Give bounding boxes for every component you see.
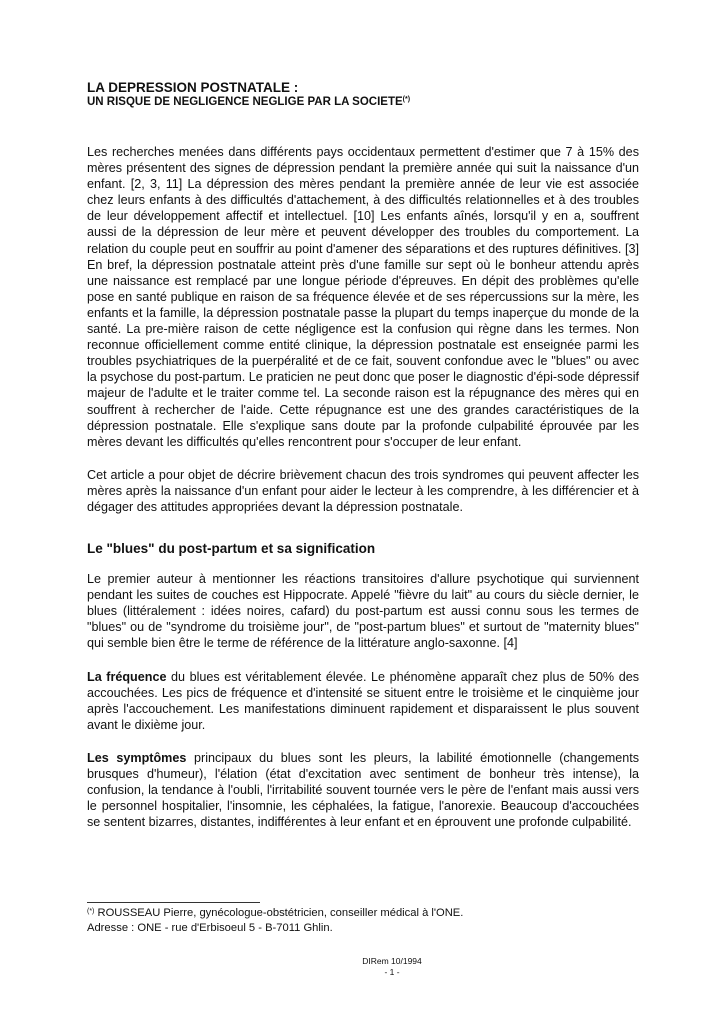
footnote [87,906,639,935]
footnote-author-text: ROUSSEAU Pierre, gynécologue-obstétricien, conseiller médical à l'ONE. [94,907,464,919]
footer-reference: DIRem 10/1994 [362,956,422,966]
footnote-divider [87,902,260,903]
page-number: - 1 - [384,967,400,977]
footnote-author [87,906,639,921]
blues-history-paragraph: Le premier auteur à mentionner les réactions transitoires d'allure psychotique qui surviennent pendant les suites de couches est Hippocrate. Appelé "fièvre du lait" au cours du siècle dernier, le blues (littéralement : idées noires, cafard) du post-partum est aussi connu sous les termes de "blues" ou de "syndrome du troisième jour", de "post-partum blues" et surtout de "maternity blues" qui semble bien être le terme de référence de la littérature anglo-saxonne. [4] [87,572,639,651]
frequency-lead: La fréquence [87,669,167,684]
document-title: LA DEPRESSION POSTNATALE : [87,80,299,95]
footnote-address: Adresse : ONE - rue d'Erbisoeul 5 - B-7011 Ghlin. [87,921,333,934]
symptoms-text: principaux du blues sont les pleurs, la labilité émotionnelle (changements brusques d'humeur), l'élation (état d'excitation avec sentiment de bonheur très intense), la confusion, la tendance à l'oubli, l'irritabilité souvent tournée vers le père de l'enfant mais aussi vers le personnel hospitalier, l'insomnie, les céphalées, la fatigue, l'anorexie. Beaucoup d'accouchées se sentent bizarres, distantes, indifférentes à leur enfant et en éprouvent une profonde culpabilité. [87,750,639,830]
frequency-text: du blues est véritablement élevée. Le phénomène apparaît chez plus de 50% des accouchées. Les pics de fréquence et d'intensité se situent entre le troisième et le cinquième jour après l'accouchement. Les manifestations diminuent rapidement et disparaissent le plus souvent avant le dixième jour. [87,669,640,732]
document-subtitle [87,95,639,109]
purpose-paragraph: Cet article a pour objet de décrire brièvement chacun des trois syndromes qui peuvent affecter les mères après la naissance d'un enfant pour aider le lecteur à les comprendre, à les différencier et à dégager des attitudes appropriées devant la dépression postnatale. [87,467,639,514]
footnote-mark: (*) [87,908,95,915]
section-heading: Le "blues" du post-partum et sa signification [87,541,376,557]
symptoms-paragraph [87,750,639,830]
intro-paragraph: Les recherches menées dans différents pays occidentaux permettent d'estimer que 7 à 15% des mères présentent des signes de dépression pendant la première année qui suit la naissance d'un enfant. [2, 3, 11] La dépression des mères pendant la première année de leur vie est associée chez leurs enfants à des difficultés d'attachement, à des difficultés relationnelles et à des troubles de leur développement affectif et intellectuel. [10] Les enfants aînés, lorsqu'il y en a, souffrent aussi de la dépression de leur mère et peuvent développer des troubles du comportement. La relation du couple peut en souffrir au point d'amener des séparations et des ruptures définitives. [3] En bref, la dépression postnatale atteint près d'une famille sur sept où le bonheur attendu après une naissance est remplacé par une longue période d'épreuves. En dépit des problèmes qu'elle pose en santé publique en raison de sa fréquence élevée et de ses répercussions sur la mère, les enfants et la famille, la dépression postnatale passe la plupart du temps inaperçue du monde de la santé. La pre-mière raison de cette négligence est la confusion qui règne dans les termes. Non reconnue officiellement comme entité clinique, la dépression postnatale est enseignée parmi les troubles psychiatriques de la puerpéralité et de ce fait, souvent confondue avec le "blues" ou avec la psychose du post-partum. Le praticien ne peut donc que poser le diagnostic d'épi-sode dépressif majeur de l'adulte et le traiter comme tel. La seconde raison est la répugnance des mères qui en souffrent à rechercher de l'aide. Cette répugnance est une des grandes caractéristiques de la dépression postnatale. Elle s'explique sans doute par la profonde culpabilité éprouvée par les mères devant les difficultés qu'elles rencontrent pour s'occuper de leur enfant. [87,145,639,449]
symptoms-lead: Les symptômes [87,750,187,765]
frequency-paragraph [87,669,639,733]
subtitle-note-mark: (*) [402,96,411,103]
document-body [87,80,639,830]
page-footer [0,956,724,978]
subtitle-text: UN RISQUE DE NEGLIGENCE NEGLIGE PAR LA SOCIETE [87,96,403,108]
